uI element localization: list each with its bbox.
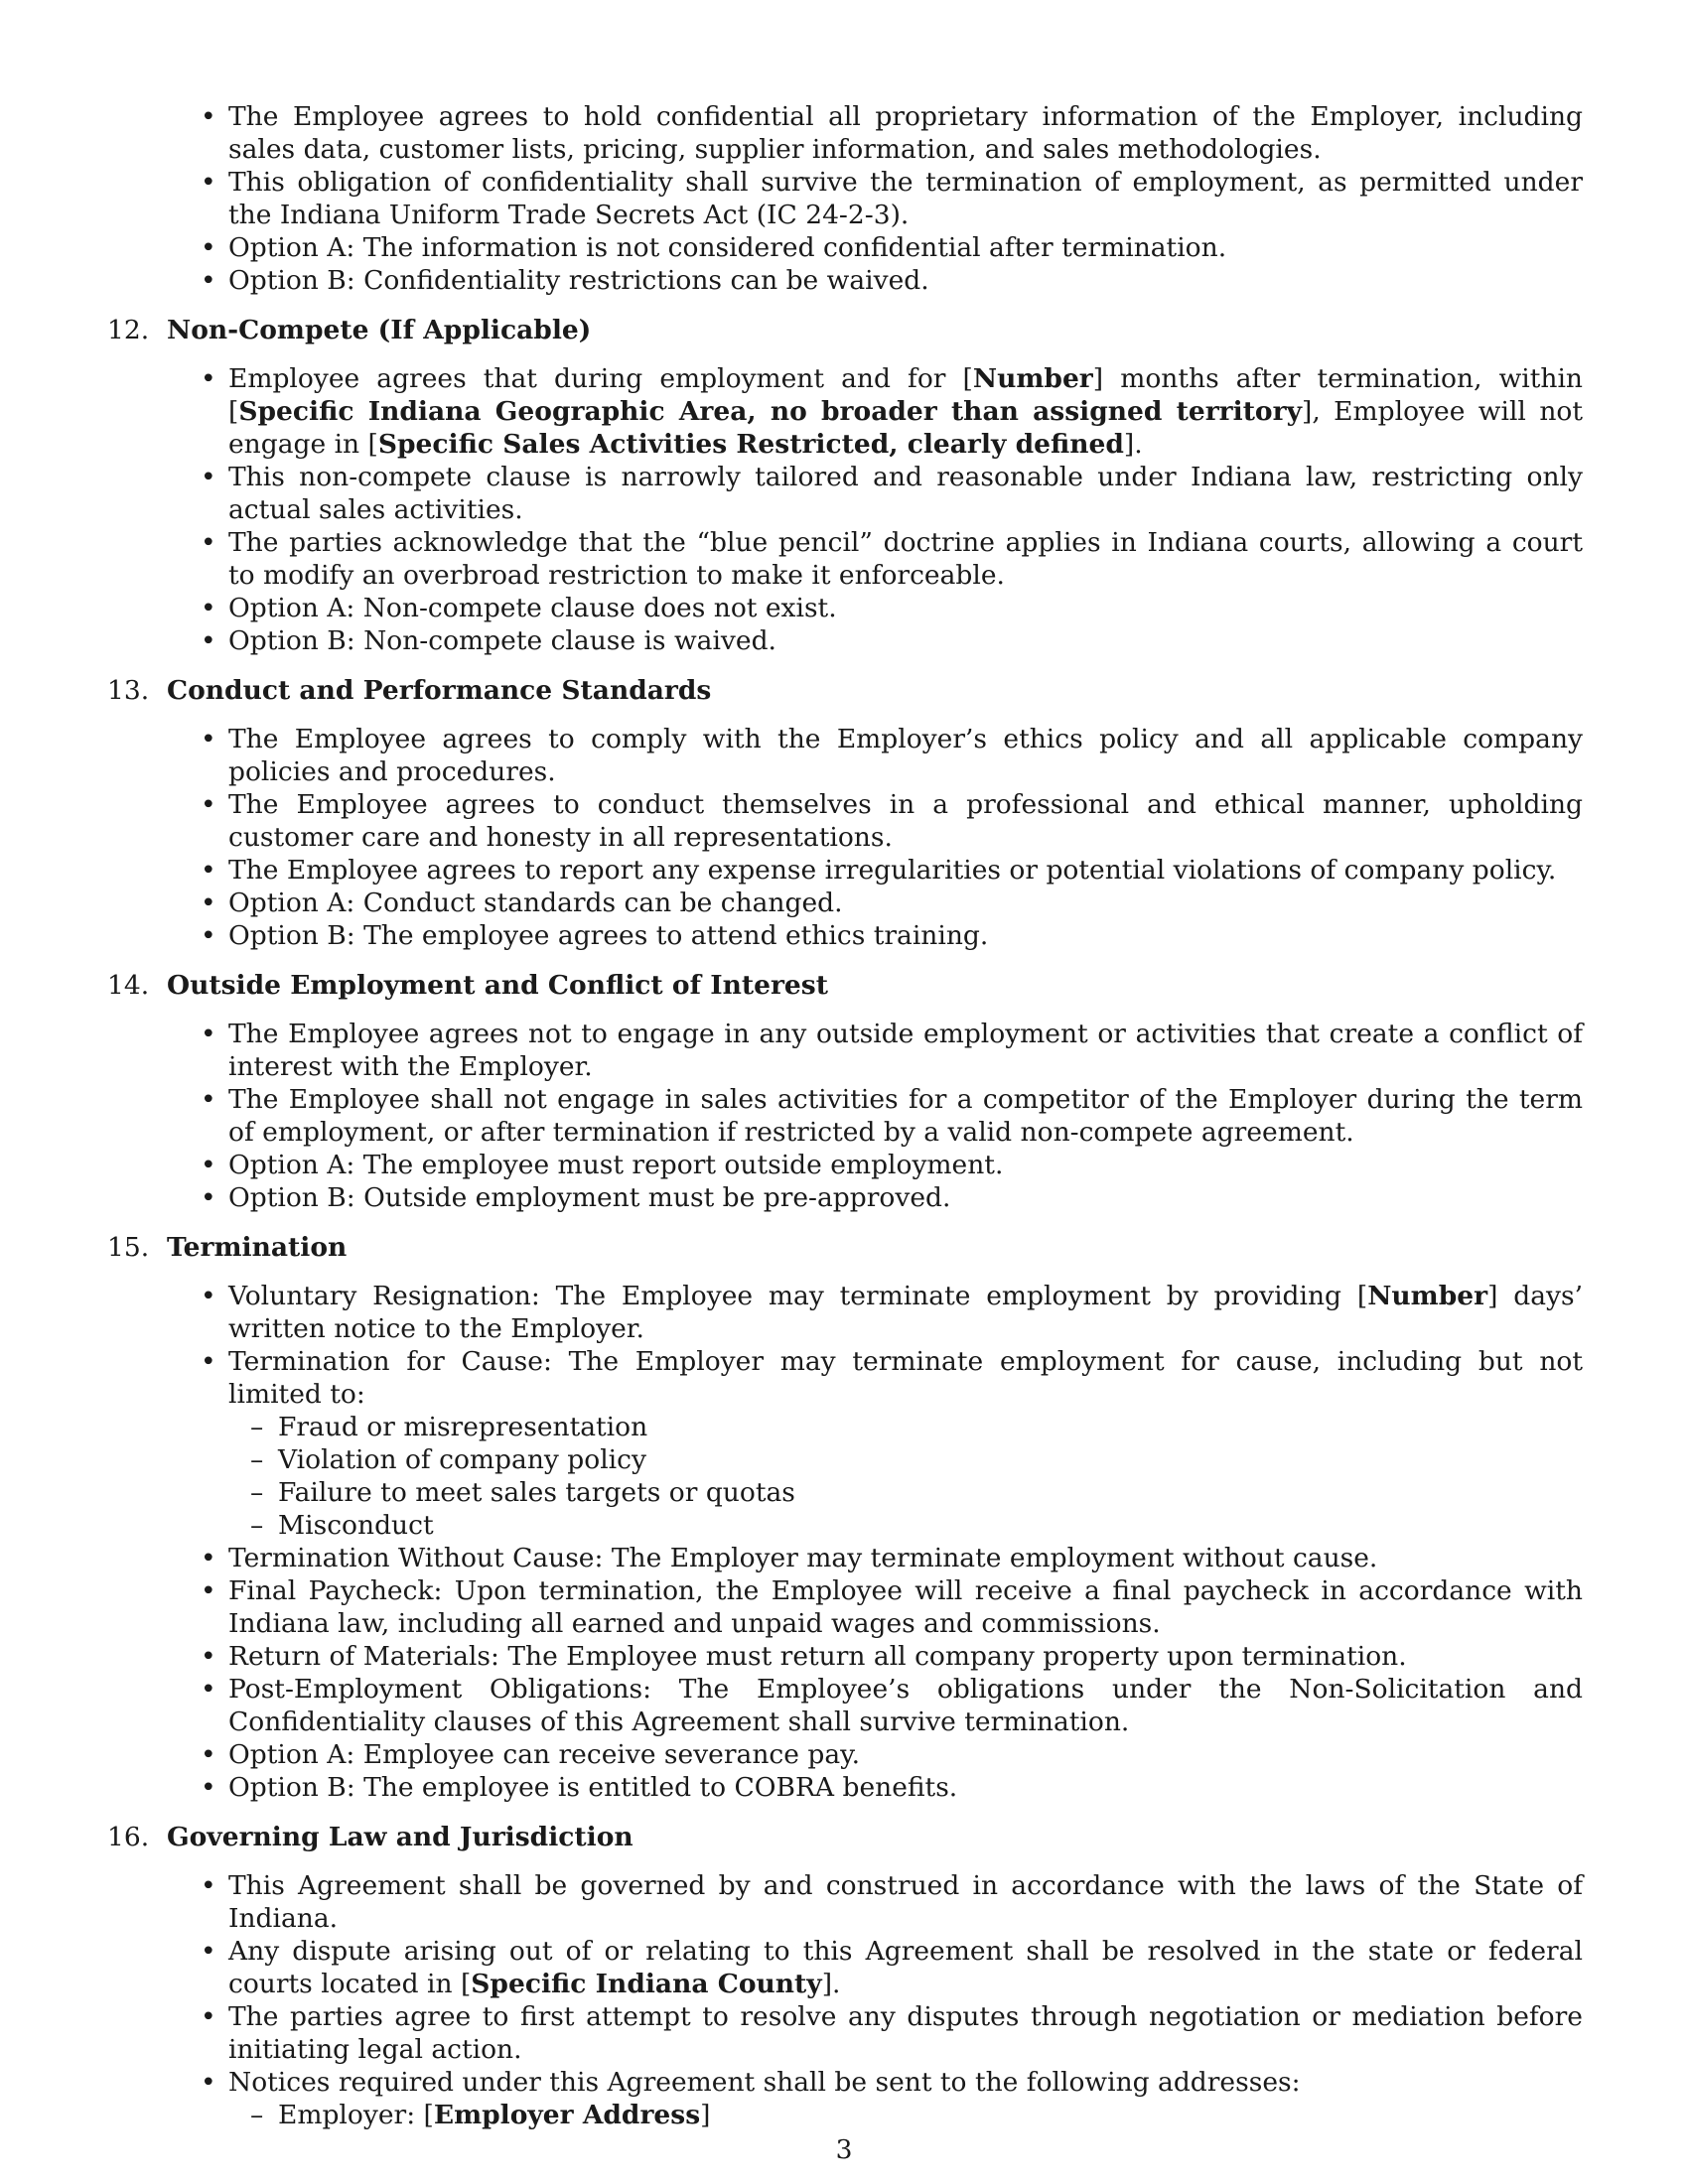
section-title: Outside Employment and Conflict of Interest <box>167 970 828 1001</box>
section-title: Non-Compete (If Applicable) <box>167 315 592 345</box>
text: ] months after termination, within [ <box>228 363 1584 427</box>
list-item <box>0 1935 1688 2000</box>
list-item: • Option A: Employee can receive severance pay. <box>0 1738 1688 1771</box>
list-item: • The Employee agrees to comply with the Employer’s ethics policy and all applicable company policies and procedures. <box>0 723 1688 788</box>
text: ]. <box>1123 429 1143 460</box>
list-item: • Option B: The employee is entitled to COBRA benefits. <box>0 1771 1688 1804</box>
section-title: Conduct and Performance Standards <box>167 675 712 706</box>
list-item: • Option A: The information is not considered confidential after termination. <box>0 231 1688 264</box>
list-item: • This obligation of confidentiality shall survive the termination of employment, as permitted under the Indiana Uniform Trade Secrets Act (IC 24-2-3). <box>0 166 1688 231</box>
section-heading-12 <box>0 314 1688 346</box>
document-page <box>0 100 1688 2131</box>
sub-list-item: – Violation of company policy <box>228 1443 1583 1476</box>
text: ] days’ written notice to the Employer. <box>228 1281 1583 1344</box>
section-number: 15. <box>107 1232 150 1263</box>
list-item: • This Agreement shall be governed by and construed in accordance with the laws of the State of Indiana. <box>0 1869 1688 1935</box>
section-heading-15 <box>0 1231 1688 1264</box>
list-item: • Final Paycheck: Upon termination, the Employee will receive a final paycheck in accordance with Indiana law, including all earned and unpaid wages and commissions. <box>0 1574 1688 1640</box>
text: Notices required under this Agreement shall be sent to the following addresses: <box>228 2067 1301 2098</box>
list-item: • This non-compete clause is narrowly tailored and reasonable under Indiana law, restricting only actual sales activities. <box>0 461 1688 526</box>
sub-list-item <box>228 2099 1583 2131</box>
sub-list-item: – Misconduct <box>228 1509 1583 1542</box>
list-item: • Option A: Conduct standards can be changed. <box>0 887 1688 919</box>
section-number: 12. <box>107 315 150 345</box>
text: ], Employee will not engage in [ <box>228 396 1584 460</box>
sub-list-item: – Fraud or misrepresentation <box>228 1411 1583 1443</box>
list-item: • The Employee agrees to conduct themselves in a professional and ethical manner, upholding customer care and honesty in all representations. <box>0 788 1688 854</box>
section-heading-14 <box>0 969 1688 1002</box>
section-12-bullets <box>0 362 1688 657</box>
section-heading-16 <box>0 1821 1688 1853</box>
sub-list-item: – Failure to meet sales targets or quotas <box>228 1476 1583 1509</box>
list-item <box>0 2066 1688 2131</box>
placeholder-field: Number <box>972 363 1093 394</box>
placeholder-field: Specific Sales Activities Restricted, clearly defined <box>377 429 1124 460</box>
section-16-bullets <box>0 1869 1688 2131</box>
list-item: • Option A: Non-compete clause does not exist. <box>0 592 1688 624</box>
section-13-bullets <box>0 723 1688 952</box>
placeholder-field: Specific Indiana Geographic Area, no broader than assigned territory <box>238 396 1302 427</box>
text: Employee agrees that during employment and for [ <box>228 363 973 394</box>
section-title: Termination <box>167 1232 348 1263</box>
text: Employer: [ <box>278 2100 434 2130</box>
list-item: • Option B: Confidentiality restrictions can be waived. <box>0 264 1688 297</box>
list-item: • Option B: Outside employment must be pre-approved. <box>0 1181 1688 1214</box>
notice-sublist <box>228 2099 1583 2131</box>
section-title: Governing Law and Jurisdiction <box>167 1822 633 1852</box>
text: ]. <box>821 1969 841 1999</box>
list-item: • Option B: Non-compete clause is waived. <box>0 624 1688 657</box>
list-item: • Termination Without Cause: The Employer may terminate employment without cause. <box>0 1542 1688 1574</box>
section-number: 14. <box>107 970 150 1001</box>
list-item: • Option B: The employee agrees to attend ethics training. <box>0 919 1688 952</box>
section-number: 16. <box>107 1822 150 1852</box>
list-item: • The parties agree to first attempt to resolve any disputes through negotiation or mediation before initiating legal action. <box>0 2000 1688 2066</box>
list-item: • Option A: The employee must report outside employment. <box>0 1149 1688 1181</box>
list-item: • The Employee agrees not to engage in any outside employment or activities that create a conflict of interest with the Employer. <box>0 1018 1688 1083</box>
list-item <box>0 1345 1688 1542</box>
list-item: • Post-Employment Obligations: The Employee’s obligations under the Non-Solicitation and Confidentiality clauses of this Agreement shall survive termination. <box>0 1673 1688 1738</box>
text: ] <box>700 2100 711 2130</box>
list-item: • The parties acknowledge that the “blue pencil” doctrine applies in Indiana courts, allowing a court to modify an overbroad restriction to make it enforceable. <box>0 526 1688 592</box>
text: Termination for Cause: The Employer may terminate employment for cause, including but not limited to: <box>228 1346 1583 1410</box>
list-item: • Return of Materials: The Employee must return all company property upon termination. <box>0 1640 1688 1673</box>
section-number: 13. <box>107 675 150 706</box>
text: Voluntary Resignation: The Employee may terminate employment by providing [ <box>228 1281 1368 1311</box>
list-item <box>0 1280 1688 1345</box>
text: Any dispute arising out of or relating to this Agreement shall be resolved in the state or federal courts located in [ <box>228 1936 1583 1999</box>
list-item: • The Employee agrees to hold confidential all proprietary information of the Employer, including sales data, customer lists, pricing, supplier information, and sales methodologies. <box>0 100 1688 166</box>
page-number: 3 <box>835 2134 853 2165</box>
section-14-bullets <box>0 1018 1688 1214</box>
placeholder-field: Specific Indiana County <box>471 1969 822 1999</box>
placeholder-field: Number <box>1367 1281 1488 1311</box>
section-heading-13 <box>0 674 1688 707</box>
section-15-bullets <box>0 1280 1688 1804</box>
confidentiality-bullets <box>0 100 1688 297</box>
list-item: • The Employee agrees to report any expense irregularities or potential violations of company policy. <box>0 854 1688 887</box>
list-item <box>0 362 1688 461</box>
placeholder-field: Employer Address <box>433 2100 701 2130</box>
list-item: • The Employee shall not engage in sales activities for a competitor of the Employer during the term of employment, or after termination if restricted by a valid non-compete agreement. <box>0 1083 1688 1149</box>
cause-sublist <box>228 1411 1583 1542</box>
